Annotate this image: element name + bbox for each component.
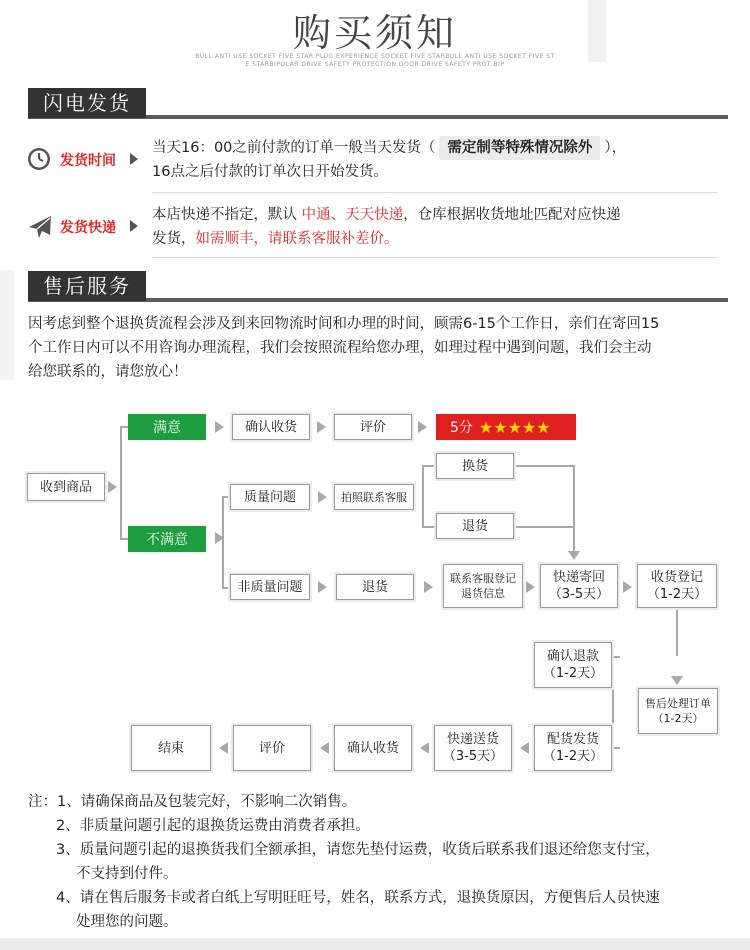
- note-item: 处理您的问题。: [76, 914, 178, 930]
- shipping-time-text: 当天16：00之前付款的订单一般当天发货（ 需定制等特殊情况除外 ）， 16点之后付款的订单次日开始发货。: [152, 136, 732, 184]
- clock-icon: [26, 146, 52, 172]
- flow-arrow-icon: [418, 421, 427, 433]
- note-item: 4、请在售后服务卡或者白纸上写明旺旺号，姓名，联系方式，退换货原因，方便售后人员快速: [56, 890, 660, 906]
- flow-non-quality-issue: 非质量问题: [230, 574, 310, 600]
- flow-connector: [120, 538, 128, 540]
- flow-arrow-icon: [424, 581, 433, 593]
- flow-exchange: 换货: [436, 453, 514, 479]
- row-divider: [152, 192, 718, 193]
- page-title: 购买须知: [292, 11, 457, 55]
- flow-connector: [612, 656, 620, 658]
- flow-arrow-icon: [219, 742, 228, 754]
- flow-express-delivery: 快递送货 （3-5天）: [434, 725, 512, 771]
- note-item: 2、非质量问题引起的退换货运费由消费者承担。: [56, 818, 370, 834]
- flow-connector: [222, 587, 228, 589]
- flow-return: 退货: [436, 513, 514, 539]
- note-item: 不支持到付件。: [76, 866, 178, 882]
- flow-connector: [222, 496, 228, 498]
- arrow-right-icon: [130, 220, 138, 232]
- notes-block: [28, 790, 738, 934]
- flow-five-star-rating: [436, 414, 576, 440]
- flow-arrow-icon: [420, 742, 429, 754]
- flow-receive-goods: 收到商品: [27, 473, 105, 501]
- flow-arrow-icon: [623, 581, 632, 593]
- flow-contact-register-return: 联系客服登记 退货信息: [443, 564, 523, 608]
- flow-confirm-receipt-final: 确认收货: [334, 725, 412, 771]
- flow-unsatisfied: 不满意: [128, 526, 206, 552]
- flow-connector: [612, 656, 614, 748]
- flow-quality-issue: 质量问题: [230, 484, 310, 510]
- shipping-courier-label: 发货快递: [60, 220, 116, 236]
- flow-arrow-icon: [568, 551, 580, 560]
- flow-connector: [422, 465, 424, 527]
- rating-score: 5分: [450, 420, 473, 436]
- notes-prefix: 注：: [28, 794, 57, 810]
- left-shade: [0, 270, 14, 380]
- flow-connector: [516, 465, 574, 467]
- arrow-right-icon: [130, 153, 138, 165]
- flow-arrow-icon: [317, 421, 326, 433]
- flow-connector: [573, 465, 575, 551]
- flow-review-final: 评价: [233, 725, 311, 771]
- note-item: 3、质量问题引起的退换货我们全额承担，请您先垫付运费，收货后联系我们退还给您支付宝，: [56, 842, 660, 858]
- flow-connector: [516, 526, 574, 528]
- flow-connector: [612, 747, 620, 749]
- shipping-section-title: 闪电发货: [28, 88, 146, 118]
- flow-review: 评价: [334, 414, 412, 440]
- flow-arrow-icon: [520, 742, 529, 754]
- aftersales-section-title: 售后服务: [28, 271, 146, 301]
- shipping-courier-text: 本店快递不指定，默认 中通、天天快递，仓库根据收货地址匹配对应快递 发货，如需顺丰，请联系客服补差价。: [152, 207, 621, 247]
- bottom-shade: [0, 938, 750, 950]
- flow-confirm-receipt: 确认收货: [232, 414, 310, 440]
- flow-arrow-icon: [320, 742, 329, 754]
- flow-connector: [120, 426, 122, 539]
- shipping-time-label: 发货时间: [60, 153, 116, 169]
- flow-arrow-icon: [671, 676, 683, 685]
- flow-arrow-icon: [318, 581, 327, 593]
- flow-arrow-icon: [215, 421, 224, 433]
- note-item: 1、请确保商品及包装完好，不影响二次销售。: [57, 794, 357, 810]
- flow-confirm-refund: 确认退款 （1-2天）: [534, 642, 612, 688]
- flow-connector: [422, 526, 434, 528]
- flow-return-non-quality: 退货: [336, 574, 414, 600]
- flow-ship-goods: 配货发货 （1-2天）: [534, 725, 612, 771]
- row-divider: [152, 257, 718, 258]
- flow-arrow-icon: [215, 532, 224, 544]
- flow-end: 结束: [131, 725, 211, 771]
- flow-arrow-icon: [526, 581, 535, 593]
- flow-arrow-icon: [108, 481, 117, 493]
- flow-satisfied: 满意: [128, 414, 206, 440]
- page-subtitle-line-1: BULL ANTI USE SOCKET FIVE STAR PLUG EXPERIENCE SOCKET FIVE STARBULL ANTI USE SOCKET FIVE ST: [195, 53, 555, 60]
- flow-receipt-register: 收货登记 （1-2天）: [637, 564, 717, 608]
- flow-photo-contact-service: 拍照联系客服: [334, 484, 414, 510]
- star-icon: ★★★★★: [478, 417, 551, 437]
- flow-connector: [120, 426, 128, 428]
- flow-aftersales-order: 售后处理订单 （1-2天）: [638, 688, 718, 734]
- flow-connector: [676, 610, 678, 656]
- airplane-icon: [26, 213, 54, 241]
- aftersales-intro: 因考虑到整个退换货流程会涉及到来回物流时间和办理的时间，顾需6-15个工作日，亲们在寄回15 个工作日内可以不用咨询办理流程，我们会按照流程给您办理，如理过程中遇到问题，我们会主动 给您联系的，请您放心！: [28, 316, 660, 380]
- flow-express-return: 快递寄回 （3-5天）: [540, 564, 618, 608]
- flow-connector: [422, 465, 434, 467]
- page-subtitle-line-2: E STARBIPOLAR DRIVE SAFETY PROTECTION DOOR DRIVE SAFETY PROT BIP: [245, 61, 505, 68]
- flow-arrow-icon: [318, 491, 327, 503]
